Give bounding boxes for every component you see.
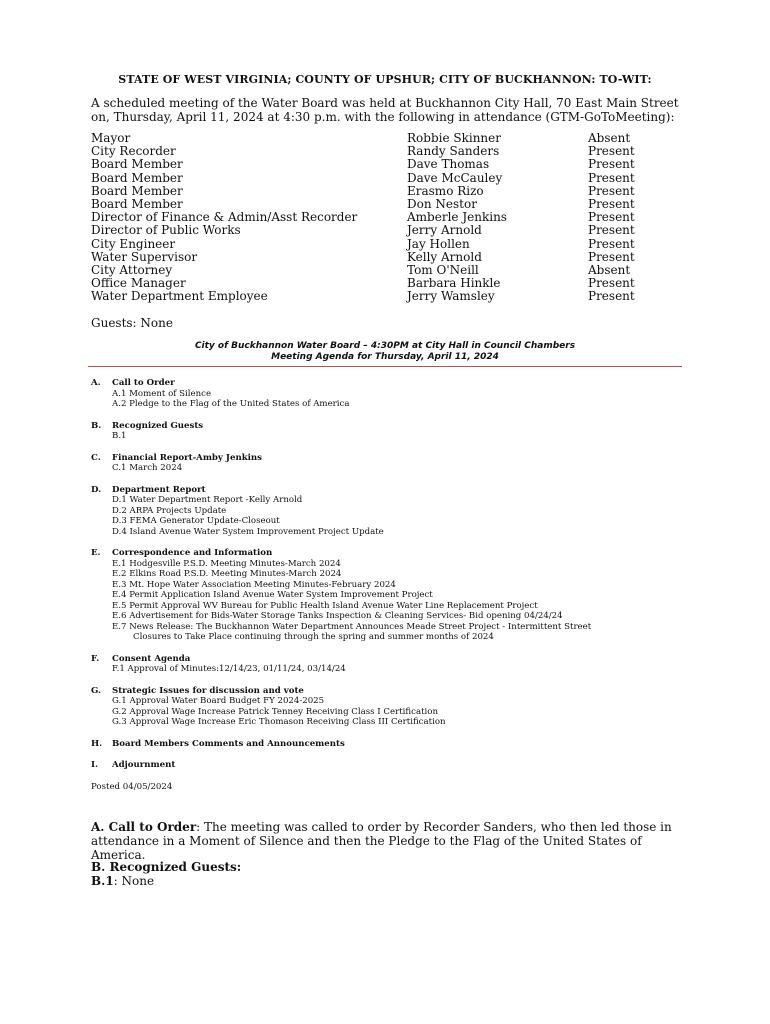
attendee-role: Water Supervisor [91,249,198,264]
agenda-section [91,378,691,410]
agenda-section [91,485,691,538]
agenda-item: G.3 Approval Wage Increase Eric Thomason Receiving Class III Certification [112,717,446,727]
agenda-section-title [91,686,691,697]
agenda-section-title [91,453,691,464]
b1-label: B.1 [91,874,114,888]
attendee-name: Don Nestor [407,197,477,212]
attendee-status: Absent [588,131,631,145]
agenda-item: E.1 Hodgesville P.S.D. Meeting Minutes-March 2024 [112,558,341,569]
agenda-section-title-text: Adjournment [112,760,176,770]
attendee-status: Present [588,249,635,264]
attendance-row [91,224,635,237]
agenda-section-title-text: Recognized Guests [112,420,204,431]
attendee-role: City Recorder [91,144,176,159]
agenda-item: C.1 March 2024 [112,463,183,473]
b1-text: : None [113,874,155,888]
guests-line: Guests: None [91,316,173,330]
agenda-item: E.7 News Release: The Buckhannon Water Department Announces Meade Street Project - Intermittent Street [112,621,592,632]
agenda-item: E.3 Mt. Hope Water Association Meeting Minutes-February 2024 [112,579,396,590]
attendee-role: City Attorney [91,263,173,278]
attendee-name: Jerry Wamsley [407,289,495,304]
agenda-item: D.3 FEMA Generator Update-Closeout [112,516,280,526]
minutes-call-to-order [91,820,691,862]
attendee-status: Present [588,210,635,225]
attendee-status: Present [588,223,635,238]
attendee-role: Director of Public Works [91,223,241,238]
call-to-order-label: A. Call to Order [91,820,197,834]
attendance-row [91,290,635,303]
agenda-section-title [91,739,691,750]
agenda-item: B.1 [112,431,127,441]
agenda-section-letter: C. [91,452,101,463]
attendee-name: Kelly Arnold [407,249,482,264]
agenda-section-title-text: Department Report [112,484,206,495]
agenda-section-letter: F. [91,653,100,664]
attendance-row [91,238,635,251]
attendee-status: Present [588,197,635,212]
agenda-section-title-text: Correspondence and Information [112,548,273,558]
agenda-item: E.4 Permit Application Island Avenue Water System Improvement Project [112,590,433,600]
attendee-role: Mayor [91,131,131,145]
agenda-section [91,760,691,771]
attendee-status: Present [588,276,635,291]
attendee-name: Jay Hollen [407,236,470,251]
attendee-name: Randy Sanders [407,144,500,159]
attendee-role: City Engineer [91,236,176,251]
agenda-section-title-text: Consent Agenda [112,653,191,664]
attendee-status: Present [588,157,635,172]
attendee-status: Absent [588,263,631,278]
agenda-section-letter: B. [91,420,102,431]
agenda-section-letter: G. [91,685,102,696]
attendee-role: Office Manager [91,276,186,291]
agenda-section [91,739,691,750]
agenda-section-title-text: Financial Report-Amby Jenkins [112,452,263,463]
agenda-section-title [91,654,691,665]
attendee-role: Water Department Employee [91,289,268,304]
agenda-item: E.5 Permit Approval WV Bureau for Public Health Island Avenue Water Line Replacement Project [112,600,538,611]
agenda-section [91,421,691,442]
attendance-row [91,158,635,171]
attendance-table [91,132,635,304]
agenda-section [91,654,691,675]
agenda-section-letter: A. [91,378,101,388]
attendee-status: Present [588,236,635,251]
agenda-section-letter: I. [91,760,99,770]
agenda-divider [88,366,682,367]
agenda-section [91,453,691,474]
agenda-item: E.2 Elkins Road P.S.D. Meeting Minutes-March 2024 [112,569,342,579]
agenda-section-letter: H. [91,738,103,749]
agenda-item-continuation: Closures to Take Place continuing through the spring and summer months of 2024 [133,632,494,642]
attendee-role: Board Member [91,197,183,212]
agenda-heading [0,341,770,363]
agenda-section [91,548,691,643]
agenda-item: D.2 ARPA Projects Update [112,505,227,516]
attendee-role: Board Member [91,170,183,185]
agenda-section-letter: D. [91,484,102,495]
attendee-name: Amberle Jenkins [407,210,507,225]
attendee-name: Barbara Hinkle [407,276,501,291]
attendee-status: Present [588,144,635,159]
agenda-item: G.1 Approval Water Board Budget FY 2024-2025 [112,696,325,706]
attendee-name: Robbie Skinner [407,131,502,145]
attendee-name: Dave Thomas [407,157,490,172]
agenda-heading-line2: Meeting Agenda for Thursday, April 11, 2024 [271,352,499,362]
recognized-guests-label: B. Recognized Guests: [91,860,242,874]
minutes-recognized-guests [91,860,241,888]
agenda-section-title [91,548,691,559]
attendee-role: Board Member [91,183,183,198]
intro-paragraph: A scheduled meeting of the Water Board was held at Buckhannon City Hall, 70 East Main Street on, Thursday, April 11, 2024 at 4:30 p.m. with the following in attendance (GTM-GoToMeeting): [91,96,679,124]
attendee-name: Erasmo Rizo [407,183,484,198]
agenda-section-title [91,378,691,389]
agenda-section-letter: E. [91,548,101,558]
agenda-section-title [91,760,691,771]
agenda-section-title-text: Call to Order [112,378,175,388]
attendance-row [91,251,635,264]
call-to-order-text: : The meeting was called to order by Recorder Sanders, who then led those in attendance in a Moment of Silence and then the Pledge to the Flag of the United States of America. [91,820,672,862]
attendance-row [91,172,635,185]
agenda-item: D.1 Water Department Report -Kelly Arnold [112,495,303,505]
agenda-item: F.1 Approval of Minutes:12/14/23, 01/11/24, 03/14/24 [112,664,346,674]
agenda-section-title [91,421,691,432]
attendee-name: Jerry Arnold [407,223,482,238]
agenda-section-title-text: Strategic Issues for discussion and vote [112,685,304,696]
posted-date: Posted 04/05/2024 [91,781,173,792]
attendee-status: Present [588,170,635,185]
agenda-list [91,378,691,792]
attendee-role: Board Member [91,157,183,172]
agenda-section-title-text: Board Members Comments and Announcements [112,738,345,749]
attendee-status: Present [588,289,635,304]
agenda-item: E.6 Advertisement for Bids-Water Storage Tanks Inspection & Cleaning Services- Bid opening 04/24/24 [112,611,563,621]
agenda-heading-line1: City of Buckhannon Water Board – 4:30PM at City Hall in Council Chambers [194,341,576,351]
agenda-section [91,686,691,728]
agenda-item: D.4 Island Avenue Water System Improvement Project Update [112,526,384,537]
agenda-section-title [91,485,691,496]
attendee-role: Director of Finance & Admin/Asst Recorder [91,210,358,225]
agenda-item: A.1 Moment of Silence [112,388,212,399]
agenda-item: A.2 Pledge to the Flag of the United States of America [112,399,350,409]
attendee-name: Tom O'Neill [407,263,479,278]
agenda-item: G.2 Approval Wage Increase Patrick Tenney Receiving Class I Certification [112,706,438,717]
attendee-status: Present [588,183,635,198]
attendee-name: Dave McCauley [407,170,503,185]
document-title: STATE OF WEST VIRGINIA; COUNTY OF UPSHUR; CITY OF BUCKHANNON: TO-WIT: [118,73,652,86]
